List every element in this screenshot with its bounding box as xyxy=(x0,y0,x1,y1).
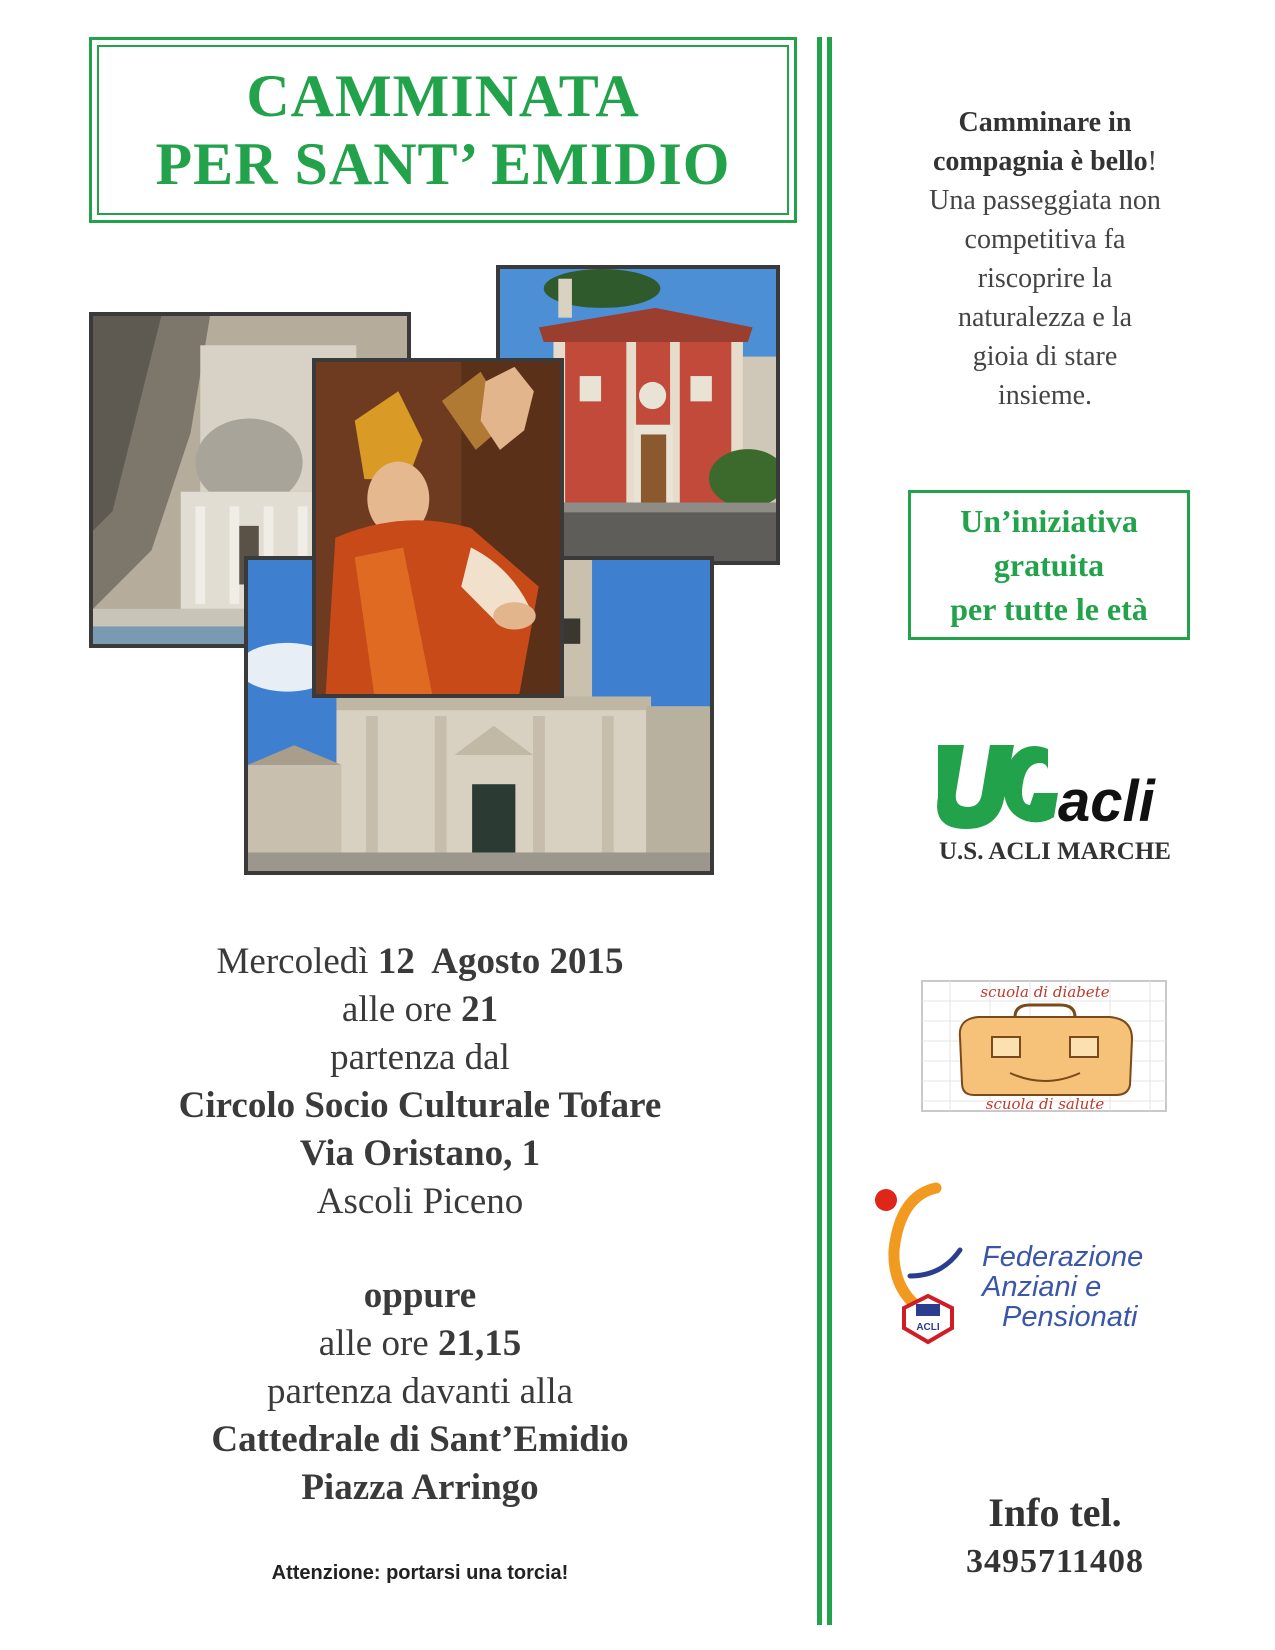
city: Ascoli Piceno xyxy=(316,1181,524,1222)
event-details xyxy=(80,938,760,1512)
free-initiative-box xyxy=(908,490,1190,640)
intro-bold-2: compagnia è bello xyxy=(933,146,1148,177)
date-value: 12 Agosto 2015 xyxy=(377,941,624,982)
or-label: oppure xyxy=(363,1275,477,1316)
time2-prefix: alle ore xyxy=(318,1323,429,1364)
title-box xyxy=(89,37,797,223)
divider-line-2 xyxy=(827,37,832,1625)
place2-line2: Piazza Arringo xyxy=(301,1467,539,1508)
title-line-1: CAMMINATA xyxy=(246,63,640,129)
time1-value: 21 xyxy=(461,989,499,1030)
intro-line-6: naturalezza e la xyxy=(957,302,1133,333)
intro-exclaim: ! xyxy=(1147,146,1157,177)
departure-1: partenza dal xyxy=(330,1037,510,1078)
usacli-caption: U.S. ACLI MARCHE xyxy=(939,838,1171,865)
fap-logo xyxy=(870,1180,1190,1360)
event-date xyxy=(80,938,760,986)
divider-line-1 xyxy=(817,37,822,1625)
info-block xyxy=(900,1488,1210,1586)
free-line-2: gratuita xyxy=(993,547,1105,583)
fap-line-2: Anziani e xyxy=(982,1271,1102,1303)
intro-text xyxy=(880,103,1210,415)
usacli-mark-text: acli xyxy=(1058,769,1155,834)
scuola-logo xyxy=(920,977,1170,1117)
intro-line-8: insieme. xyxy=(997,380,1093,411)
fap-line-3: Pensionati xyxy=(1002,1301,1138,1333)
saint-emidio-painting xyxy=(312,358,564,698)
place1-line2: Via Oristano, 1 xyxy=(299,1133,541,1174)
event-time-2 xyxy=(80,1320,760,1368)
intro-line-2 xyxy=(880,142,1210,181)
title-inner xyxy=(97,45,789,215)
torch-warning: Attenzione: portarsi una torcia! xyxy=(271,1562,569,1584)
title-line-2: PER SANT’ EMIDIO xyxy=(155,131,731,197)
intro-line-1: Camminare in xyxy=(958,107,1132,138)
info-label: Info tel. xyxy=(988,1490,1122,1535)
free-line-1: Un’iniziativa xyxy=(960,503,1138,539)
fap-badge-text: ACLI xyxy=(916,1322,940,1333)
intro-line-4: competitiva fa xyxy=(964,224,1126,255)
intro-line-7: gioia di stare xyxy=(972,341,1118,372)
place2-line1: Cattedrale di Sant’Emidio xyxy=(211,1419,629,1460)
event-time-1 xyxy=(80,986,760,1034)
intro-line-3: Una passeggiata non xyxy=(929,185,1161,216)
fap-line-1: Federazione xyxy=(982,1241,1144,1273)
usacli-logo xyxy=(930,735,1170,835)
time1-prefix: alle ore xyxy=(341,989,452,1030)
scuola-bottom-text: scuola di salute xyxy=(985,1095,1105,1113)
place1-line1: Circolo Socio Culturale Tofare xyxy=(178,1085,662,1126)
time2-value: 21,15 xyxy=(437,1323,522,1364)
free-line-3: per tutte le età xyxy=(950,591,1148,627)
scuola-top-text: scuola di diabete xyxy=(980,983,1110,1001)
date-prefix: Mercoledì xyxy=(216,941,369,982)
departure-2: partenza davanti alla xyxy=(266,1371,574,1412)
intro-line-5: riscoprire la xyxy=(977,263,1113,294)
info-phone: 3495711408 xyxy=(965,1543,1145,1580)
